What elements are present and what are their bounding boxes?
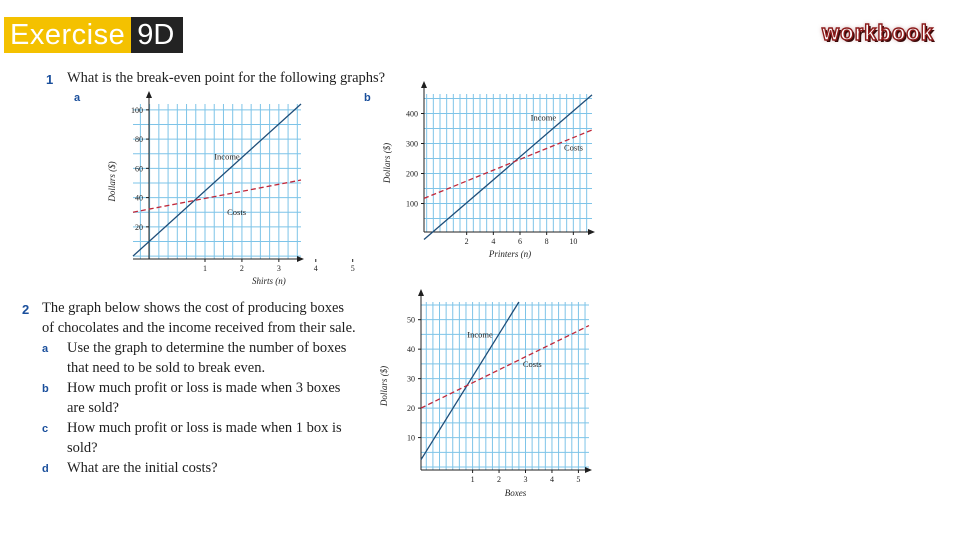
question-2-part-line: What are the initial costs? [67,460,218,476]
question-2-part-line: How much profit or loss is made when 1 box is [67,420,342,436]
question-2-part-line: How much profit or loss is made when 3 boxes [67,380,341,396]
question-1b-label: b [364,92,371,104]
question-2-line: of chocolates and the income received from their sale. [42,320,356,336]
y-tick-label: 20 [407,404,415,414]
y-tick-label: 20 [135,222,143,232]
x-tick-label: 3 [523,475,528,484]
series-label-income: Income [467,329,493,340]
series-label-income: Income [214,151,240,162]
y-tick-label: 30 [407,374,415,384]
x-tick-label: 2 [239,264,244,273]
x-axis-title: Printers (n) [488,249,532,259]
y-tick-label: 100 [406,199,418,209]
x-tick-label: 4 [491,237,496,246]
y-axis-title: Dollars ($) [382,142,392,184]
x-tick-label: 1 [470,475,475,484]
series-label-costs: Costs [227,207,247,218]
x-axis-arrow-icon [585,467,592,473]
y-tick-label: 40 [135,193,143,203]
question-2-part-letter: c [42,423,49,435]
y-tick-label: 40 [407,345,415,355]
x-tick-label: 1 [203,264,207,273]
workbook-logo[interactable]: workbook [822,20,934,45]
question-1a-label: a [74,92,81,104]
question-2-line: The graph below shows the cost of producing boxes [42,300,345,316]
y-axis-title: Dollars ($) [379,365,389,407]
question-2-part-letter: d [42,463,49,475]
question-2-part-line: sold? [67,440,98,456]
x-tick-label: 2 [464,237,469,246]
question-2-part-line: Use the graph to determine the number of boxes [67,340,347,356]
x-tick-label: 2 [497,475,502,484]
x-tick-label: 10 [569,237,578,246]
series-label-costs: Costs [522,358,542,369]
y-tick-label: 80 [135,135,143,145]
x-tick-label: 4 [549,475,554,484]
x-axis-title: Shirts (n) [251,276,286,286]
question-2-number: 2 [22,302,30,317]
x-tick-label: 6 [518,237,522,246]
question-1-number: 1 [46,72,54,87]
x-tick-label: 4 [313,264,318,273]
question-1-text: What is the break-even point for the following graphs? [67,70,386,86]
x-tick-label: 8 [544,237,549,246]
x-tick-label: 3 [276,264,281,273]
x-axis-title: Boxes [504,488,527,498]
question-2-part-line: are sold? [67,400,119,416]
x-tick-label: 5 [576,475,581,484]
y-tick-label: 300 [406,139,418,149]
x-tick-label: 5 [350,264,355,273]
series-line-income [421,302,519,460]
y-tick-label: 60 [135,164,143,174]
y-axis-arrow-icon [418,289,424,296]
question-2-part-letter: a [42,343,49,355]
exercise-title: Exercise [4,17,131,53]
exercise-number: 9D [131,17,183,53]
y-tick-label: 10 [407,433,415,443]
y-tick-label: 400 [406,109,418,119]
series-label-costs: Costs [564,142,583,153]
question-2-part-line: that need to be sold to break even. [67,360,266,376]
y-axis-title: Dollars ($) [107,161,117,202]
y-tick-label: 50 [407,315,415,325]
question-2-part-letter: b [42,383,49,395]
series-label-income: Income [530,112,557,123]
y-tick-label: 200 [406,169,418,179]
y-tick-label: 100 [131,105,143,115]
